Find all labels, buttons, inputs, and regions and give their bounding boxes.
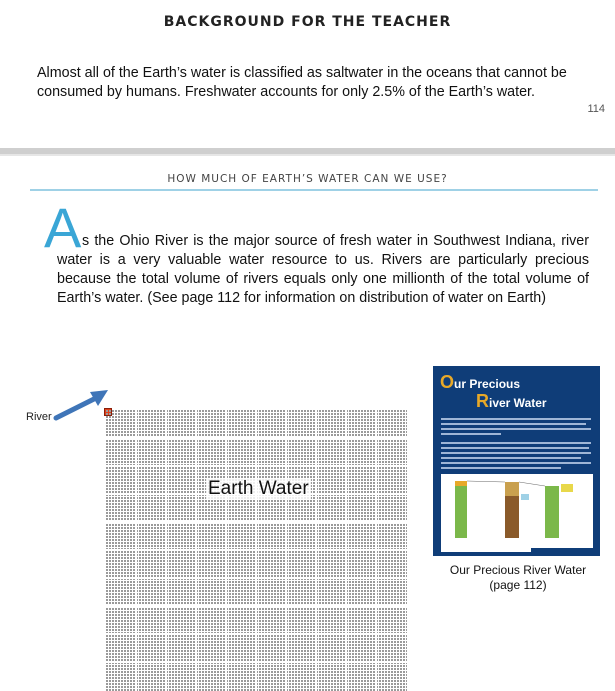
river-label: River xyxy=(26,411,52,423)
section-heading: HOW MUCH OF EARTH’S WATER CAN WE USE? xyxy=(167,173,448,185)
page-number: 114 xyxy=(587,103,605,115)
poster-title-cap-1: O xyxy=(440,372,455,392)
page-divider-shadow xyxy=(0,154,615,156)
body-paragraph xyxy=(57,232,589,308)
intro-paragraph: Almost all of the Earth’s water is classified as saltwater in the oceans that cannot be consumed by humans. Freshwater accounts for only 2.5% of the Earth’s water. xyxy=(37,65,567,100)
poster-title-cap-2: R xyxy=(476,391,489,411)
poster-caption: Our Precious River Water xyxy=(449,563,587,577)
page-header: BACKGROUND FOR THE TEACHER xyxy=(163,14,452,30)
river-arrow-icon xyxy=(52,384,114,424)
earth-water-label: Earth Water xyxy=(208,478,309,499)
drop-cap: A xyxy=(44,196,82,259)
poster-title-rest-1: ur Precious xyxy=(454,377,521,391)
poster-title-rest-2: iver Water xyxy=(489,396,547,410)
poster-title-line-2 xyxy=(476,391,547,412)
poster-caption-page: (page 112) xyxy=(489,578,547,592)
section-rule xyxy=(30,189,598,191)
body-paragraph-text: s the Ohio River is the major source of fresh water in Southwest Indiana, river water is a very valuable water resource to us. Rivers are particularly precious because the total volume of rivers equals only one millionth of the total volume of Earth’s water. (See page 112 for information on distribution of water on Earth) xyxy=(57,233,589,306)
poster-title-line-1 xyxy=(440,372,520,393)
earth-water-grid xyxy=(106,410,407,691)
